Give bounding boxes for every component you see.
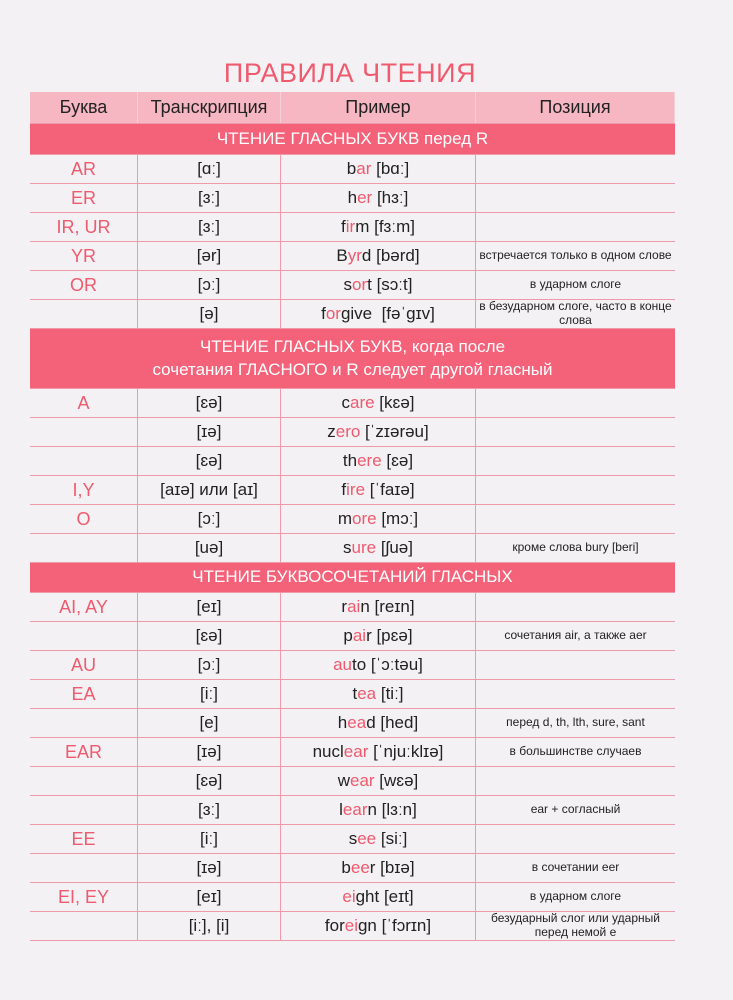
transcription-cell: [ɑː]: [138, 155, 281, 183]
table-row: [30, 709, 675, 738]
example-cell: [281, 680, 476, 708]
table-row: [30, 680, 675, 709]
table-row: [30, 767, 675, 796]
example-highlight: ear: [343, 742, 369, 761]
example-highlight: ea: [347, 713, 367, 732]
table-row: [30, 622, 675, 651]
example-suffix: to [ˈɔːtəu]: [352, 655, 423, 674]
example-highlight: ee: [350, 858, 370, 877]
example-highlight: ee: [357, 829, 377, 848]
example-suffix: [hɜː]: [372, 188, 409, 207]
example-cell: [281, 184, 476, 212]
section-heading-line: сочетания ГЛАСНОГО и R следует другой гласный: [152, 359, 553, 379]
transcription-cell: [eɪ]: [138, 883, 281, 911]
position-note-cell: встречается только в одном слове: [479, 248, 672, 263]
letter-cell: [30, 534, 138, 562]
example-cell: [281, 593, 476, 621]
example-highlight: ea: [357, 684, 377, 703]
example-prefix: h: [347, 188, 358, 207]
position-note-cell: безударный слог или ударный перед немой e: [491, 912, 660, 939]
table-row: [30, 418, 675, 447]
example-highlight: ai: [347, 597, 361, 616]
example-prefix: b: [346, 159, 357, 178]
example-highlight: are: [350, 393, 375, 412]
transcription-cell: [uə]: [138, 534, 281, 562]
table-row: [30, 213, 675, 242]
table-row: [30, 447, 675, 476]
example-highlight: au: [333, 655, 353, 674]
letter-cell: EA: [30, 680, 138, 708]
header-example: Пример: [281, 92, 476, 123]
transcription-cell: [ɛə]: [138, 622, 281, 650]
example-highlight: ir: [345, 217, 356, 236]
transcription-cell: [iː]: [138, 680, 281, 708]
example-cell: [281, 767, 476, 795]
transcription-cell: [ɪə]: [138, 854, 281, 882]
example-prefix: c: [341, 393, 350, 412]
example-suffix: [ˈnjuːklɪə]: [368, 742, 444, 761]
transcription-cell: [ɛə]: [138, 767, 281, 795]
example-prefix: B: [336, 246, 348, 265]
table-row: [30, 476, 675, 505]
example-prefix: p: [343, 626, 353, 645]
example-suffix: gn [ˈfɔrɪn]: [357, 916, 432, 935]
transcription-cell: [eɪ]: [138, 593, 281, 621]
transcription-cell: [e]: [138, 709, 281, 737]
position-note-cell: [476, 447, 675, 475]
example-prefix: s: [343, 275, 353, 294]
letter-cell: I,Y: [30, 476, 138, 504]
example-prefix: f: [341, 217, 346, 236]
table-row: [30, 184, 675, 213]
transcription-cell: [aɪə] или [aɪ]: [138, 476, 281, 504]
example-highlight: yr: [347, 246, 362, 265]
letter-cell: [30, 796, 138, 824]
transcription-cell: [ɜː]: [138, 213, 281, 241]
letter-cell: AR: [30, 155, 138, 183]
example-highlight: ei: [342, 887, 356, 906]
table-row: [30, 854, 675, 883]
position-note-cell: [476, 184, 675, 212]
example-cell: [281, 534, 476, 562]
table-header: [30, 92, 675, 124]
example-prefix: nucl: [312, 742, 344, 761]
example-highlight: ar: [356, 159, 372, 178]
example-suffix: [kɛə]: [374, 393, 415, 412]
position-note-cell: [476, 505, 675, 533]
example-highlight: ire: [346, 480, 366, 499]
example-highlight: ere: [357, 451, 382, 470]
example-cell: [281, 418, 476, 446]
position-note-cell: [476, 651, 675, 679]
reading-rules-table: [30, 92, 675, 941]
example-cell: [281, 796, 476, 824]
table-row: [30, 825, 675, 854]
transcription-cell: [ɔː]: [138, 651, 281, 679]
letter-cell: IR, UR: [30, 213, 138, 241]
section-heading-line: ЧТЕНИЕ БУКВОСОЧЕТАНИЙ ГЛАСНЫХ: [192, 567, 513, 587]
position-note-cell: [476, 155, 675, 183]
position-note-cell: [476, 593, 675, 621]
example-prefix: for: [324, 916, 345, 935]
position-note-cell: [476, 389, 675, 417]
position-note-cell: [476, 418, 675, 446]
example-suffix: [siː]: [376, 829, 408, 848]
letter-cell: AU: [30, 651, 138, 679]
position-note-cell: [476, 476, 675, 504]
example-cell: [281, 389, 476, 417]
section-heading: [30, 124, 675, 155]
position-note-cell: перед d, th, lth, sure, sant: [506, 715, 645, 730]
example-suffix: ght [eɪt]: [355, 887, 414, 906]
letter-cell: EE: [30, 825, 138, 853]
transcription-cell: [ɛə]: [138, 447, 281, 475]
letter-cell: [30, 709, 138, 737]
letter-cell: [30, 418, 138, 446]
position-note-cell: [476, 767, 675, 795]
table-row: [30, 271, 675, 300]
table-row: [30, 796, 675, 825]
transcription-cell: [ɜː]: [138, 796, 281, 824]
letter-cell: EAR: [30, 738, 138, 766]
example-highlight: ero: [335, 422, 361, 441]
example-prefix: r: [341, 597, 348, 616]
example-prefix: s: [343, 538, 352, 557]
example-prefix: t: [352, 684, 358, 703]
header-transcription: Транскрипция: [138, 92, 281, 123]
example-suffix: r [pɛə]: [366, 626, 413, 645]
example-suffix: d [bərd]: [361, 246, 420, 265]
example-cell: [281, 155, 476, 183]
position-note-cell: в ударном слоге: [529, 277, 622, 292]
section-heading: [30, 329, 675, 389]
example-cell: [281, 825, 476, 853]
table-row: [30, 593, 675, 622]
example-highlight: ear: [342, 800, 368, 819]
position-note-cell: в большинстве случаев: [509, 744, 642, 759]
letter-cell: YR: [30, 242, 138, 270]
transcription-cell: [iː], [i]: [138, 912, 281, 940]
example-prefix: s: [348, 829, 358, 848]
example-highlight: ore: [352, 509, 377, 528]
transcription-cell: [ɔː]: [138, 505, 281, 533]
example-highlight: er: [357, 188, 373, 207]
transcription-cell: [ɔː]: [138, 271, 281, 299]
position-note-cell: [476, 680, 675, 708]
example-cell: [281, 300, 476, 328]
example-cell: [281, 912, 476, 940]
table-row: [30, 738, 675, 767]
example-highlight: ai: [352, 626, 367, 645]
letter-cell: AI, AY: [30, 593, 138, 621]
transcription-cell: [ɪə]: [138, 738, 281, 766]
example-prefix: h: [337, 713, 348, 732]
example-prefix: f: [321, 304, 326, 323]
table-row: [30, 155, 675, 184]
letter-cell: OR: [30, 271, 138, 299]
example-highlight: ear: [350, 771, 375, 790]
example-suffix: [tiː]: [376, 684, 404, 703]
example-prefix: f: [341, 480, 347, 499]
position-note-cell: в сочетании eer: [531, 860, 620, 875]
table-row: [30, 912, 675, 941]
example-suffix: t [sɔːt]: [367, 275, 413, 294]
position-note-cell: кроме слова bury [beri]: [512, 540, 639, 555]
section-heading-line: ЧТЕНИЕ ГЛАСНЫХ БУКВ, когда после: [199, 336, 506, 356]
table-row: [30, 242, 675, 271]
position-note-cell: в безударном слоге, часто в конце слова: [479, 300, 672, 327]
example-highlight: or: [325, 304, 341, 323]
example-prefix: l: [339, 800, 343, 819]
letter-cell: O: [30, 505, 138, 533]
letter-cell: A: [30, 389, 138, 417]
example-suffix: [ɛə]: [381, 451, 414, 470]
example-cell: [281, 447, 476, 475]
example-suffix: [ʃuə]: [376, 538, 413, 557]
example-highlight: ure: [351, 538, 377, 557]
example-prefix: th: [342, 451, 358, 470]
example-cell: [281, 213, 476, 241]
position-note-cell: [476, 825, 675, 853]
table-body: [30, 124, 675, 941]
example-cell: [281, 242, 476, 270]
example-cell: [281, 476, 476, 504]
letter-cell: [30, 300, 138, 328]
example-suffix: [ˈfaɪə]: [365, 480, 415, 499]
table-row: [30, 651, 675, 680]
example-prefix: z: [327, 422, 336, 441]
example-cell: [281, 651, 476, 679]
example-suffix: [mɔː]: [376, 509, 419, 528]
example-suffix: m [fɜːm]: [355, 217, 415, 236]
letter-cell: [30, 622, 138, 650]
example-prefix: b: [341, 858, 351, 877]
letter-cell: [30, 767, 138, 795]
letter-cell: EI, EY: [30, 883, 138, 911]
position-note-cell: ear + согласный: [530, 802, 621, 817]
letter-cell: ER: [30, 184, 138, 212]
page-title: ПРАВИЛА ЧТЕНИЯ: [223, 58, 477, 88]
example-cell: [281, 709, 476, 737]
letter-cell: [30, 854, 138, 882]
table-row: [30, 534, 675, 563]
example-suffix: n [lɜːn]: [367, 800, 417, 819]
example-cell: [281, 854, 476, 882]
header-position: Позиция: [476, 92, 675, 123]
example-highlight: or: [352, 275, 368, 294]
example-suffix: give [fəˈgɪv]: [340, 304, 435, 323]
example-highlight: ei: [344, 916, 358, 935]
transcription-cell: [iː]: [138, 825, 281, 853]
table-row: [30, 389, 675, 418]
example-cell: [281, 738, 476, 766]
example-prefix: m: [337, 509, 353, 528]
example-suffix: [bɑː]: [371, 159, 410, 178]
table-row: [30, 883, 675, 912]
position-note-cell: в ударном слоге: [529, 889, 622, 904]
example-prefix: w: [337, 771, 350, 790]
example-cell: [281, 505, 476, 533]
example-suffix: [ˈzɪərəu]: [360, 422, 429, 441]
position-note-cell: сочетания air, а также aer: [504, 628, 647, 643]
example-cell: [281, 622, 476, 650]
letter-cell: [30, 447, 138, 475]
position-note-cell: [476, 213, 675, 241]
transcription-cell: [ər]: [138, 242, 281, 270]
transcription-cell: [ɪə]: [138, 418, 281, 446]
example-suffix: [wɛə]: [374, 771, 419, 790]
example-cell: [281, 271, 476, 299]
example-suffix: n [reɪn]: [360, 597, 415, 616]
transcription-cell: [ɛə]: [138, 389, 281, 417]
section-heading-line: ЧТЕНИЕ ГЛАСНЫХ БУКВ перед R: [216, 128, 489, 148]
letter-cell: [30, 912, 138, 940]
example-suffix: d [hed]: [366, 713, 419, 732]
header-letter: Буква: [30, 92, 138, 123]
example-suffix: r [bɪə]: [369, 858, 415, 877]
table-row: [30, 505, 675, 534]
transcription-cell: [ə]: [138, 300, 281, 328]
example-cell: [281, 883, 476, 911]
section-heading: [30, 563, 675, 593]
transcription-cell: [ɜː]: [138, 184, 281, 212]
table-row: [30, 300, 675, 329]
